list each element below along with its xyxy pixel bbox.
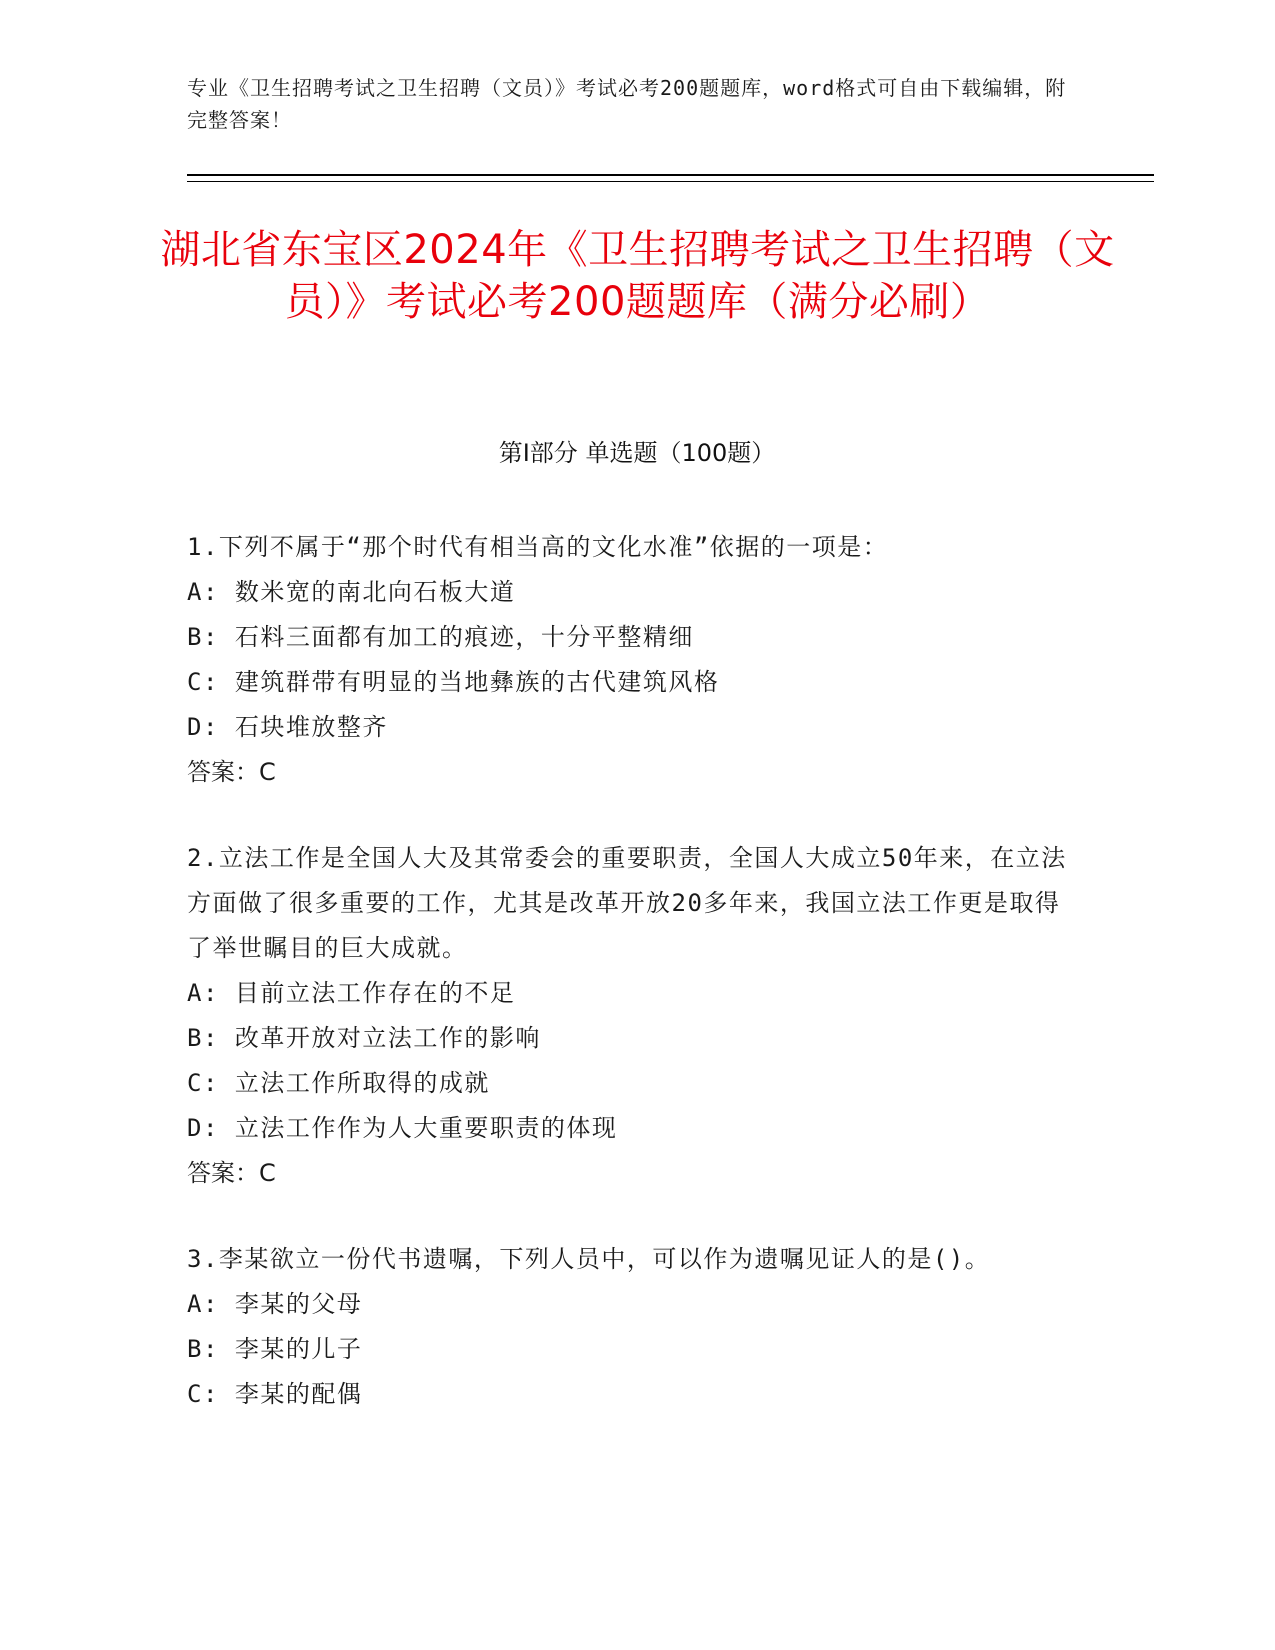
header-divider-thick bbox=[187, 174, 1154, 176]
answer: 答案：C bbox=[187, 758, 276, 786]
header-divider-thin bbox=[187, 181, 1154, 182]
option-a: A: 李某的父母 bbox=[187, 1290, 363, 1318]
header-note: 专业《卫生招聘考试之卫生招聘（文员）》考试必考200题题库，word格式可自由下载编辑，附完整答案！ bbox=[187, 76, 1067, 132]
option-b: B: 改革开放对立法工作的影响 bbox=[187, 1024, 541, 1052]
option-b: B: 石料三面都有加工的痕迹，十分平整精细 bbox=[187, 623, 694, 651]
document-title: 湖北省东宝区2024年《卫生招聘考试之卫生招聘（文员）》考试必考200题题库（满分必刷） bbox=[160, 227, 1115, 325]
question-1 bbox=[187, 525, 1067, 795]
option-c: C: 建筑群带有明显的当地彝族的古代建筑风格 bbox=[187, 668, 720, 696]
question-list bbox=[187, 525, 1067, 1458]
answer: 答案：C bbox=[187, 1159, 276, 1187]
section-title: 第Ⅰ部分 单选题（100题） bbox=[498, 439, 776, 467]
option-b: B: 李某的儿子 bbox=[187, 1335, 363, 1363]
option-c: C: 李某的配偶 bbox=[187, 1380, 363, 1408]
option-d: D: 石块堆放整齐 bbox=[187, 713, 388, 741]
question-3 bbox=[187, 1237, 1067, 1417]
question-stem: 2.立法工作是全国人大及其常委会的重要职责，全国人大成立50年来，在立法方面做了很多重要的工作，尤其是改革开放20多年来，我国立法工作更是取得了举世瞩目的巨大成就。 bbox=[187, 844, 1067, 962]
question-stem: 1.下列不属于“那个时代有相当高的文化水准”依据的一项是： bbox=[187, 533, 889, 561]
question-2 bbox=[187, 836, 1067, 1196]
option-c: C: 立法工作所取得的成就 bbox=[187, 1069, 490, 1097]
option-d: D: 立法工作作为人大重要职责的体现 bbox=[187, 1114, 618, 1142]
option-a: A: 目前立法工作存在的不足 bbox=[187, 979, 516, 1007]
question-stem: 3.李某欲立一份代书遗嘱，下列人员中，可以作为遗嘱见证人的是()。 bbox=[187, 1245, 991, 1273]
option-a: A: 数米宽的南北向石板大道 bbox=[187, 578, 516, 606]
